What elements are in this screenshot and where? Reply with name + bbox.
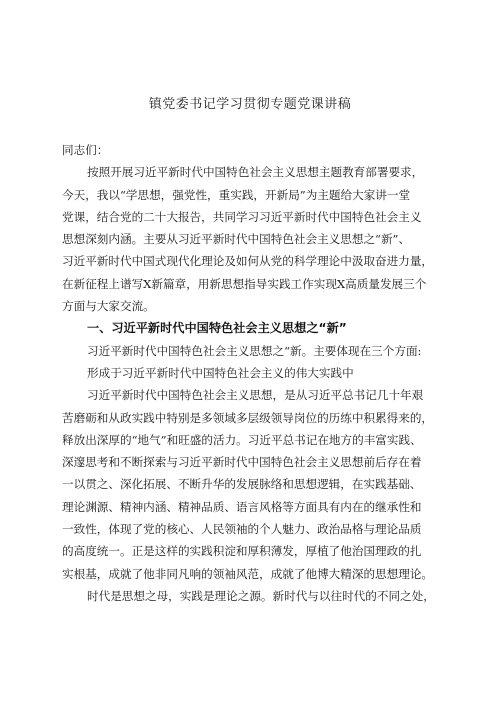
paragraph-line: 一以贯之、深化拓展、不断升华的发展脉络和思想逻辑，在实践基础、 xyxy=(62,477,422,492)
document-body xyxy=(62,139,458,607)
intro-line: 今天，我以“学思想，强党性，重实践，开新局”为主题给大家讲一堂 xyxy=(62,187,411,202)
paragraph-line: 深邃思考和不断探索与习近平新时代中国特色社会主义思想前后存在着 xyxy=(62,455,422,470)
paragraph-line: 苦磨砺和从政实践中特别是多领域多层级领导岗位的历练中积累得来的， xyxy=(62,410,434,425)
intro-line: 思想深刻内涵。主要从习近平新时代中国特色社会主义思想之“新”、 xyxy=(62,232,411,247)
paragraph-line: 释放出深厚的“地气”和旺盛的活力。习近平总书记在地方的丰富实践、 xyxy=(62,432,422,447)
section-subheading: 形成于习近平新时代中国特色社会主义的伟大实践中 xyxy=(87,365,354,380)
section-lead: 习近平新时代中国特色社会主义思想之“新。主要体现在三个方面: xyxy=(87,343,422,358)
intro-line: 方面与大家交流。 xyxy=(62,299,155,314)
paragraph-line: 一致性，体现了党的核心、人民领袖的个人魅力、政治品格与理论品质 xyxy=(62,522,422,537)
paragraph-line: 的高度统一。正是这样的实践积淀和厚积薄发，厚植了他治国理政的扎 xyxy=(62,544,422,559)
paragraph-line: 实根基，成就了他非同凡响的领袖风范，成就了他博大精深的思想理论。 xyxy=(62,566,434,581)
intro-line: 习近平新时代中国式现代化理论及如何从党的科学理论中汲取奋进力量， xyxy=(62,254,434,269)
section-heading: 一、习近平新时代中国特色社会主义思想之“新” xyxy=(87,321,347,336)
document-title: 镇党委书记学习贯彻专题党课讲稿 xyxy=(148,97,352,112)
intro-line: 按照开展习近平新时代中国特色社会主义思想主题教育部署要求， xyxy=(87,165,424,180)
paragraph-line: 时代是思想之母，实践是理论之源。新时代与以往时代的不同之处， xyxy=(87,588,435,603)
paragraph-line: 习近平新时代中国特色社会主义思想，是从习近平总书记几十年艰 xyxy=(87,388,424,403)
intro-line: 在新征程上谱写X新篇章，用新思想指导实践工作实现X高质量发展三个 xyxy=(62,276,427,291)
intro-line: 党课，结合党的二十大报告，共同学习习近平新时代中国特色社会主义 xyxy=(62,209,422,224)
salutation: 同志们： xyxy=(62,143,109,157)
paragraph-line: 理论渊源、精神内涵、精神品质、语言风格等方面具有内在的继承性和 xyxy=(62,499,422,514)
